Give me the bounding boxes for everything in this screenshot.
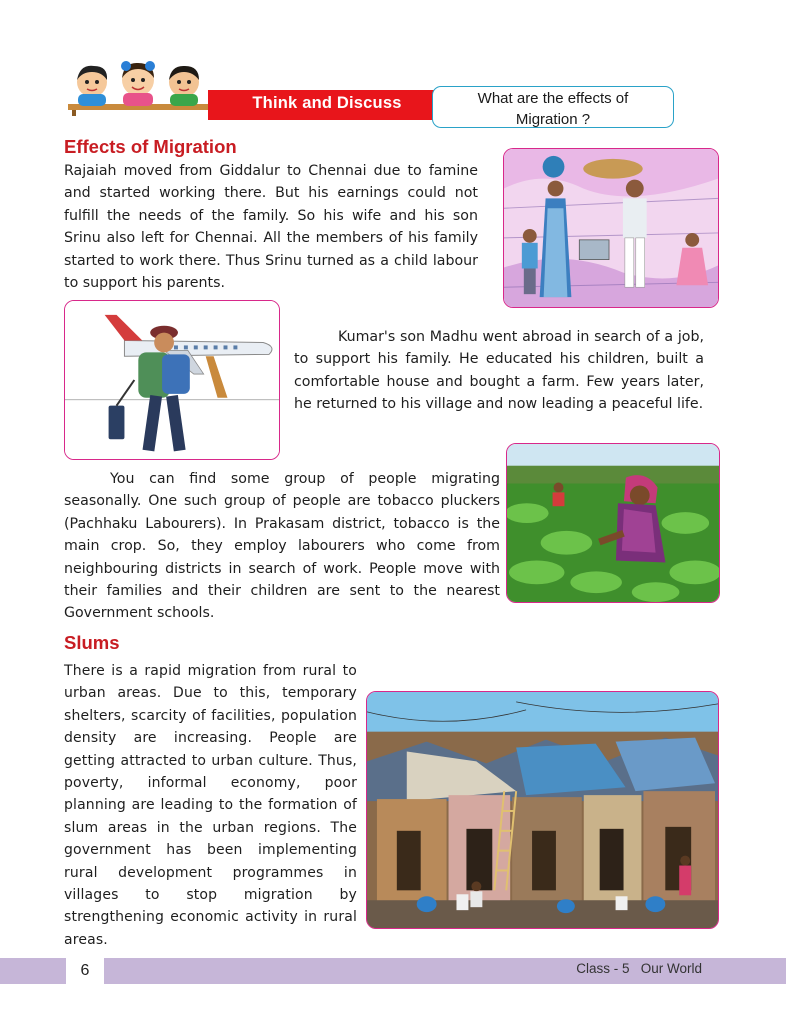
tobacco-field-photo (506, 443, 720, 603)
family-migration-illustration (503, 148, 719, 308)
traveller-airplane-illustration (64, 300, 280, 460)
seasonal-migration-paragraph (64, 468, 500, 625)
slums-paragraph: There is a rapid migration from rural to urban areas. Due to this, temporary shelters, scarcity of facilities, population density are increasing. People are getting attracted to urban culture. Thus, poverty, informal economy, poor planning are leading to the formation of slum areas in the urban regions. The government has been implementing rural development programmes in villages to stop migration by strengthening economic activity in rural areas. (64, 663, 357, 948)
slums-heading: Slums (64, 632, 120, 653)
footer-bar-left (0, 958, 66, 984)
effects-of-migration-heading: Effects of Migration (64, 136, 237, 157)
kumar-paragraph-text: Kumar's son Madhu went abroad in search of a job, to support his family. He educated his children, built a comfortable house and bought a farm. Few years later, he returned to his village and now leading a peaceful life. (294, 329, 704, 413)
cartoon-kids-illustration (68, 60, 214, 116)
rajaiah-paragraph: Rajaiah moved from Giddalur to Chennai due to famine and started working there. But his earnings could not fulfill the needs of the family. So his wife and his son Srinu also left for Chennai. All the members of his family started to work there. Thus Srinu turned as a child labour to support his parents. (64, 163, 478, 292)
banner-label: Think and Discuss (252, 94, 402, 112)
question-line-2: Migration ? (515, 111, 591, 128)
slum-shelters-photo (366, 691, 719, 929)
think-and-discuss-banner (208, 90, 446, 120)
discussion-question-box (432, 86, 674, 128)
kumar-paragraph (294, 326, 704, 416)
seasonal-paragraph-text: You can find some group of people migrating seasonally. One such group of people are tobacco pluckers (Pachhaku Labourers). In Prakasam district, tobacco is the main crop. So, they employ labourers who come from neighbouring districts in search of work. People move with their families and their children are sent to the nearest Government schools. (64, 471, 500, 622)
question-line-1: What are the effects of (477, 90, 629, 107)
page-number: 6 (80, 962, 90, 979)
book-title-footer: Class - 5 Our World (576, 961, 702, 976)
